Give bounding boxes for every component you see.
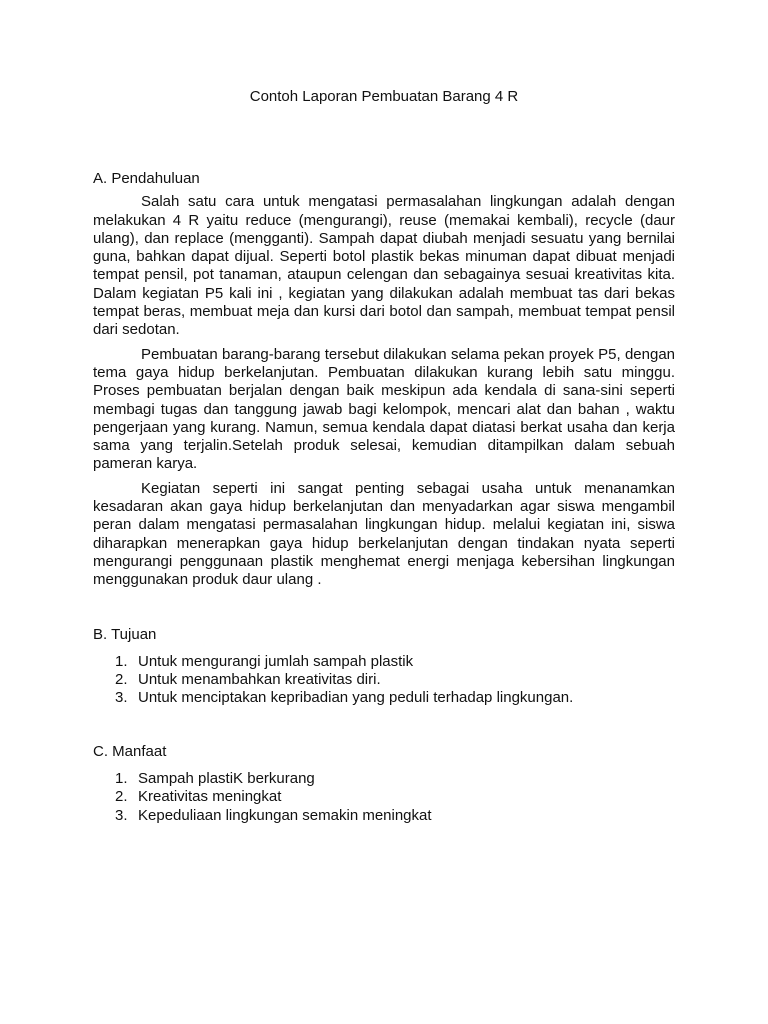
- list-item: [93, 653, 675, 671]
- document-title: Contoh Laporan Pembuatan Barang 4 R: [249, 88, 519, 105]
- list-item-number: 3.: [115, 806, 128, 824]
- list-item-text: Untuk menambahkan kreativitas diri.: [138, 671, 381, 689]
- list-item: [93, 671, 675, 689]
- pendahuluan-paragraph-2: Pembuatan barang-barang tersebut dilakukan selama pekan proyek P5, dengan tema gaya hidup berkelanjutan. Pembuatan dilakukan kurang lebih satu minggu. Proses pembuatan berjalan dengan baik meskipun ada kendala di sana-sini seperti membagi tugas dan tanggung jawab bagi kelompok, mencari alat dan bahan , waktu pengerjaan yang kurang. Namun, semua kendala dapat diatasi berkat usaha dan kerja sama yang terjalin.Setelah produk selesai, kemudian ditampilkan dalam sebuah pameran karya.: [93, 345, 675, 473]
- list-item: [93, 770, 675, 788]
- section-c-heading: C. Manfaat: [93, 742, 167, 760]
- list-item-text: Kreativitas meningkat: [138, 788, 282, 806]
- tujuan-list: [93, 653, 675, 708]
- list-item-number: 2.: [115, 788, 128, 806]
- manfaat-list: [93, 770, 675, 825]
- list-item-number: 1.: [115, 770, 128, 788]
- list-item-text: Kepeduliaan lingkungan semakin meningkat: [138, 806, 432, 824]
- list-item-number: 2.: [115, 671, 128, 689]
- list-item-text: Untuk mengurangi jumlah sampah plastik: [138, 652, 414, 670]
- list-item-text: Untuk menciptakan kepribadian yang peduli terhadap lingkungan.: [138, 689, 574, 707]
- list-item-number: 1.: [115, 652, 128, 670]
- pendahuluan-paragraph-3: Kegiatan seperti ini sangat penting sebagai usaha untuk menanamkan kesadaran akan gaya hidup berkelanjutan dan menyadarkan agar siswa mengambil peran dalam mengatasi permasalahan lingkungan hidup. melalui kegiatan ini, siswa diharapkan menerapkan gaya hidup berkelanjutan dengan tindakan nyata seperti mengurangi penggunaan plastik menghemat energi menjaga kebersihan lingkungan menggunakan produk daur ulang .: [93, 479, 675, 589]
- list-item-number: 3.: [115, 689, 128, 707]
- section-b-heading: B. Tujuan: [93, 625, 157, 643]
- list-item: [93, 788, 675, 806]
- pendahuluan-paragraph-1: Salah satu cara untuk mengatasi permasalahan lingkungan adalah dengan melakukan 4 R yaitu reduce (mengurangi), reuse (memakai kembali), recycle (daur ulang), dan replace (mengganti). Sampah dapat diubah menjadi sesuatu yang bernilai guna, bahkan dapat dijual. Seperti botol plastik bekas minuman dapat dibuat menjadi tempat pensil, pot tanaman, ataupun celengan dan sebagainya sesuai kreativitas kita. Dalam kegiatan P5 kali ini , kegiatan yang dilakukan adalah membuat tas dari bekas tempat beras, membuat meja dan kursi dari botol dan sampah, membuat tempat pensil dari sedotan.: [93, 193, 675, 339]
- list-item: [93, 807, 675, 825]
- document-body: [93, 170, 675, 825]
- section-a-heading: A. Pendahuluan: [93, 170, 200, 187]
- list-item: [93, 689, 675, 707]
- list-item-text: Sampah plastiK berkurang: [138, 770, 315, 788]
